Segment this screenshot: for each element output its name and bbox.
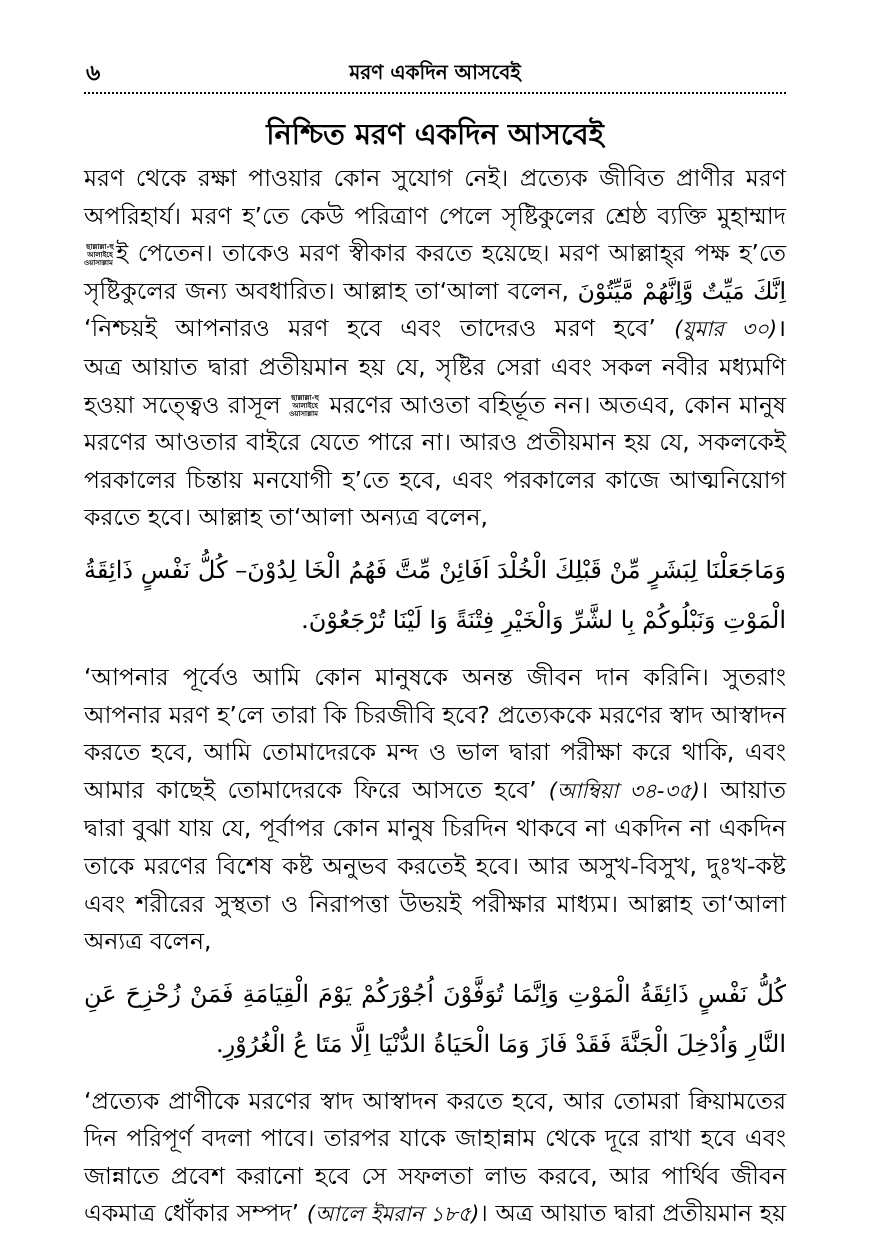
verse-reference: (আম্বিয়া ৩৪-৩৫) <box>548 778 700 803</box>
paragraph-4-text-b: । অত্র আয়াত দ্বারা প্রতীয়মান হয় <box>479 1199 786 1228</box>
page-number: ৬ <box>86 61 101 86</box>
verse-reference: (আলে ইমরান ১৮৫) <box>306 1202 480 1227</box>
quran-verse-block-2: كُلُّ نَفْسٍ ذَائِقَةُ الْمَوْتِ وَاِنَّمَا تُوَفَّوْنَ اُجُوْرَكُمْ يَوْمَ الْقِيَامَةِ فَمَنْ زُحْزِحَ عَنِ النَّارِ وَاُدْخِلَ الْجَنَّةَ فَقَدْ فَازَ وَمَا الْحَيَاةُ الدُّنْيَا اِلَّا مَتَا عُ الْغُرُوْرِ. <box>84 979 786 1058</box>
quran-verse-inline: اِنَّكَ مَيِّتٌ وَّاِنَّهُمْ مَّيِّتُوْنَ <box>577 276 786 305</box>
page-title: নিশ্চিত মরণ একদিন আসবেই <box>266 117 604 151</box>
paragraph-1 <box>84 160 786 349</box>
paragraph-2-text-a: অত্র আয়াত দ্বারা প্রতীয়মান হয় যে, সৃষ্টির সেরা এবং সকল নবীর মধ্যমণি হওয়া সত্ত্বেও রাসূল <box>84 352 786 419</box>
salawat-ligature: ছাল্লাল্লা-হু আলাইহে ওয়াসাল্লাম <box>84 242 114 267</box>
paragraph-3 <box>84 659 786 961</box>
verse-translation: ‘নিশ্চয়ই আপনারও মরণ হবে এবং তাদেরও মরণ হবে’ <box>84 314 656 343</box>
paragraph-2-text-b: মরণের আওতা বহির্ভূত নন। অতএব, কোন মানুষ মরণের আওতার বাইরে যেতে পারে না। আরও প্রতীয়মান হয় যে, সকলকেই পরকালের চিন্তায় মনযোগী হ’তে হবে, এবং পরকালের কাজে আত্মনিয়োগ করতে হবে। আল্লাহ তা‘আলা অন্যত্র বলেন, <box>84 390 786 532</box>
paragraph-2 <box>84 349 786 537</box>
paragraph-1-text-b: ই পেতেন। তাকেও মরণ স্বীকার করতে হয়েছে। মরণ আল্লাহ্‌র পক্ষ হ’তে সৃষ্টিকুলের জন্য অবধারিত। আল্লাহ তা‘আলা বলেন, <box>84 239 786 305</box>
paragraph-1-text-a: মরণ থেকে রক্ষা পাওয়ার কোন সুযোগ নেই। প্রত্যেক জীবিত প্রাণীর মরণ অপরিহার্য। মরণ হ’তে কেউ পরিত্রাণ পেলে সৃষ্টিকুলের শ্রেষ্ঠ ব্যক্তি মুহাম্মাদ <box>84 164 786 230</box>
running-title: মরণ একদিন আসবেই <box>349 60 521 84</box>
salawat-ligature: ছাল্লাল্লা-হু আলাইহে ওয়াসাল্লাম <box>289 394 319 419</box>
paragraph-4-text-a: ‘প্রত্যেক প্রাণীকে মরণের স্বাদ আস্বাদন করতে হবে, আর তোমরা ক্বিয়ামতের দিন পরিপূর্ণ বদলা পাবে। তারপর যাকে জাহান্নাম থেকে দূরে রাখা হবে এবং জান্নাতে প্রবেশ করানো হবে সে সফলতা লাভ করবে, আর পার্থিব জীবন একমাত্র ধোঁকার সম্পদ’ <box>84 1086 786 1228</box>
sentence-end: । <box>777 314 786 343</box>
verse-reference: (যুমার ৩০) <box>674 317 778 342</box>
quran-verse-block-1: وَمَاجَعَلْنَا لِبَشَرٍ مِّنْ قَبْلِكَ الْخُلْدَ اَفَائِنْ مِّتَّ فَهُمُ الْخَا لِدُوْنَ– كُلُّ نَفْسٍ ذَائِقَةُ الْمَوْتِ وَنَبْلُوكُمْ بِا لشَّرِّ وَالْخَيْرِ فِتْنَةً وَا لَيْنَا تُرْجَعُوْنَ. <box>84 555 786 634</box>
header-divider <box>84 92 786 94</box>
paragraph-4 <box>84 1083 786 1234</box>
page-header <box>84 56 786 90</box>
main-text <box>84 160 786 1234</box>
paragraph-3-text-a: ‘আপনার পূর্বেও আমি কোন মানুষকে অনন্ত জীবন দান করিনি। সুতরাং আপনার মরণ হ’লে তারা কি চিরজীবি হবে? প্রত্যেককে মরণের স্বাদ আস্বাদন করতে হবে, আমি তোমাদেরকে মন্দ ও ভাল দ্বারা পরীক্ষা করে থাকি, এবং আমার কাছেই তোমাদেরকে ফিরে আসতে হবে’ <box>84 662 786 804</box>
paragraph-3-text-b: । আয়াত দ্বারা বুঝা যায় যে, পূর্বাপর কোন মানুষ চিরদিন থাকবে না একদিন না একদিন তাকে মরণের বিশেষ কষ্ট অনুভব করতেই হবে। আর অসুখ-বিসুখ, দুঃখ-কষ্ট এবং শরীরের সুস্থতা ও নিরাপত্তা উভয়ই পরীক্ষার মাধ্যম। আল্লাহ তা‘আলা অন্যত্র বলেন, <box>84 775 786 956</box>
